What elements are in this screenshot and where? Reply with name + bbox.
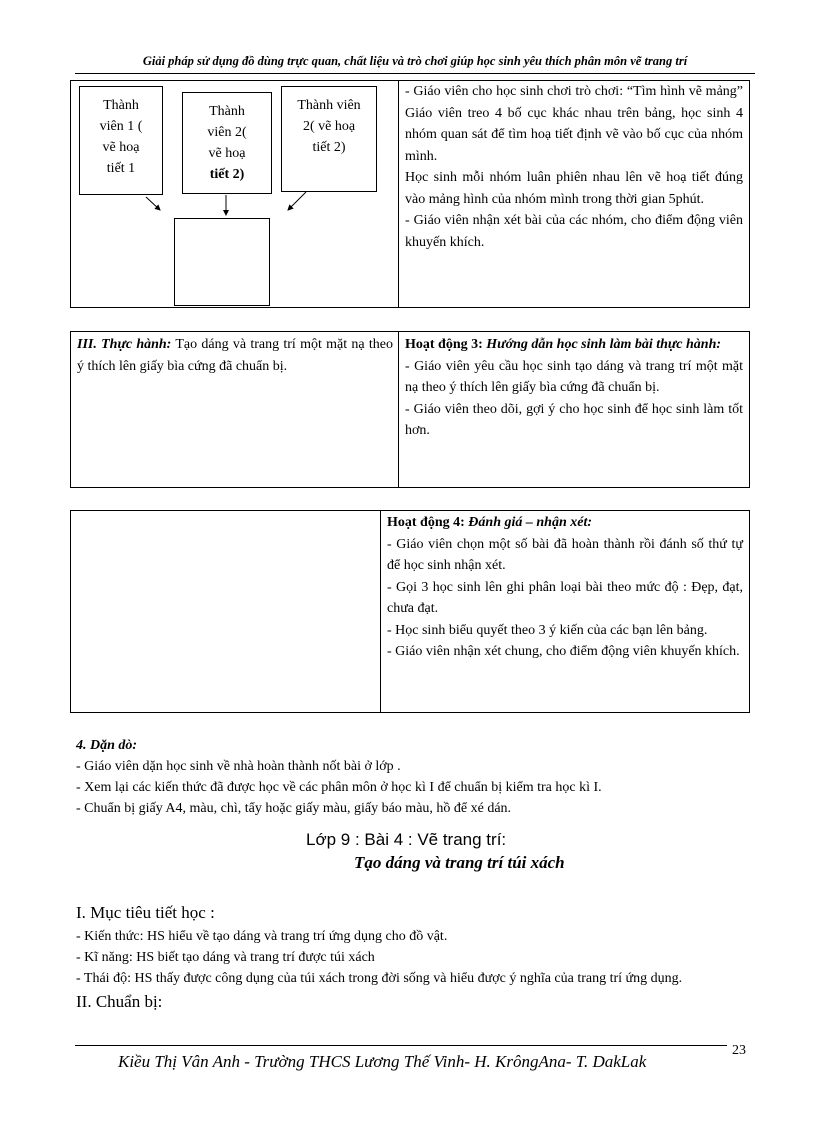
page-footer: Kiều Thị Vân Anh - Trường THCS Lương Thế Vinh- H. KrôngAna- T. DakLak [118, 1052, 647, 1071]
member-2-line: vẽ hoạ [208, 146, 246, 161]
homework-section [76, 735, 756, 819]
member-1-line: vẽ hoạ [102, 140, 140, 155]
table-1-line: - Giáo viên nhận xét bài của các nhóm, cho điểm động viên khuyến khích. [405, 213, 743, 250]
practice-text: Tạo dáng và trang trí một mặt nạ theo ý thích lên giấy bìa cứng đã chuẩn bị. [77, 337, 393, 374]
objectives-line: - Thái độ: HS thấy được công dụng của túi xách trong đời sống và hiểu được ý nghĩa của trang trí ứng dụng. [76, 971, 683, 986]
objectives-section [76, 902, 764, 1012]
objectives-line: - Kiến thức: HS hiểu về tạo dáng và trang trí ứng dụng cho đồ vật. [76, 929, 448, 944]
member-3-line: 2( vẽ hoạ [302, 119, 356, 134]
footer-divider [75, 1045, 727, 1046]
member-2-line: tiết 2) [209, 167, 245, 182]
activity-3-title [405, 334, 743, 356]
table-3-line: - Giáo viên chọn một số bài đã hoàn thành rồi đánh số thứ tự để học sinh nhận xét. [387, 536, 743, 573]
activity-4-prefix: Hoạt động 4: [387, 515, 465, 530]
table-1-line: Học sinh mỗi nhóm luân phiên nhau lên vẽ hoạ tiết đúng vào mảng hình của nhóm mình trong thời gian 5phút. [405, 170, 743, 207]
table-3-line: - Gọi 3 học sinh lên ghi phân loại bài theo mức độ : Đẹp, đạt, chưa đạt. [387, 579, 743, 616]
table-1-right-cell [405, 81, 743, 253]
page-header: Giải pháp sử dụng đồ dùng trực quan, chất liệu và trò chơi giúp học sinh yêu thích phân môn vẽ trang trí [142, 54, 688, 68]
table-2-line: - Giáo viên theo dõi, gợi ý cho học sinh để học sinh làm tốt hơn. [405, 401, 743, 438]
diagram-arrows [70, 80, 400, 308]
lesson-subtitle: Tạo dáng và trang trí túi xách [354, 853, 565, 872]
table-2-divider [398, 331, 399, 488]
table-1-line: - Giáo viên cho học sinh chơi trò chơi: “Tìm hình vẽ mảng” Giáo viên treo 4 bố cục khác nhau trên bảng, học sinh 4 nhóm quan sát để tìm hoạ tiết định vẽ vào bố cục của nhóm mình. [405, 84, 743, 164]
homework-title: 4. Dặn dò: [76, 738, 138, 753]
homework-line: - Xem lại các kiến thức đã được học về các phân môn ở học kì I để chuẩn bị kiểm tra học kì I. [76, 780, 602, 795]
table-3-right-cell [387, 512, 743, 663]
member-2-line: viên 2( [207, 125, 247, 140]
table-2-line: - Giáo viên yêu cầu học sinh tạo dáng và trang trí một mặt nạ theo ý thích lên giấy bìa cứng đã chuẩn bị. [405, 358, 743, 395]
activity-3-prefix: Hoạt động 3: [405, 337, 483, 352]
table-2-left-cell [77, 334, 393, 377]
member-1-line: tiết 1 [106, 161, 136, 176]
homework-line: - Giáo viên dặn học sinh về nhà hoàn thành nốt bài ở lớp . [76, 759, 401, 774]
objectives-line: - Kĩ năng: HS biết tạo dáng và trang trí được túi xách [76, 950, 375, 965]
member-3-line: Thành viên [297, 98, 361, 113]
activity-4-heading: Đánh giá – nhận xét: [464, 515, 592, 530]
homework-line: - Chuẩn bị giấy A4, màu, chì, tẩy hoặc giấy màu, giấy báo màu, hồ để xé dán. [76, 801, 512, 816]
member-3-line: tiết 2) [312, 140, 346, 155]
header-divider [75, 73, 755, 74]
activity-3-heading: Hướng dẫn học sinh làm bài thực hành: [482, 337, 722, 352]
prep-title: II. Chuẩn bị: [76, 992, 163, 1011]
table-2-right-cell [405, 334, 743, 442]
activity-4-title [387, 512, 743, 534]
member-2-line: Thành [209, 104, 245, 119]
objectives-title: I. Mục tiêu tiết học : [76, 903, 215, 922]
lesson-title: Lớp 9 : Bài 4 : Vẽ trang trí: [306, 830, 507, 849]
member-1-line: Thành [103, 98, 139, 113]
table-3-divider [380, 510, 381, 713]
page-number: 23 [732, 1043, 746, 1058]
member-1-line: viên 1 ( [99, 119, 143, 134]
table-3-line: - Giáo viên nhận xét chung, cho điểm động viên khuyến khích. [387, 644, 740, 659]
practice-label: III. Thực hành: [77, 337, 172, 352]
table-3-line: - Học sinh biểu quyết theo 3 ý kiến của các bạn lên bảng. [387, 622, 708, 638]
